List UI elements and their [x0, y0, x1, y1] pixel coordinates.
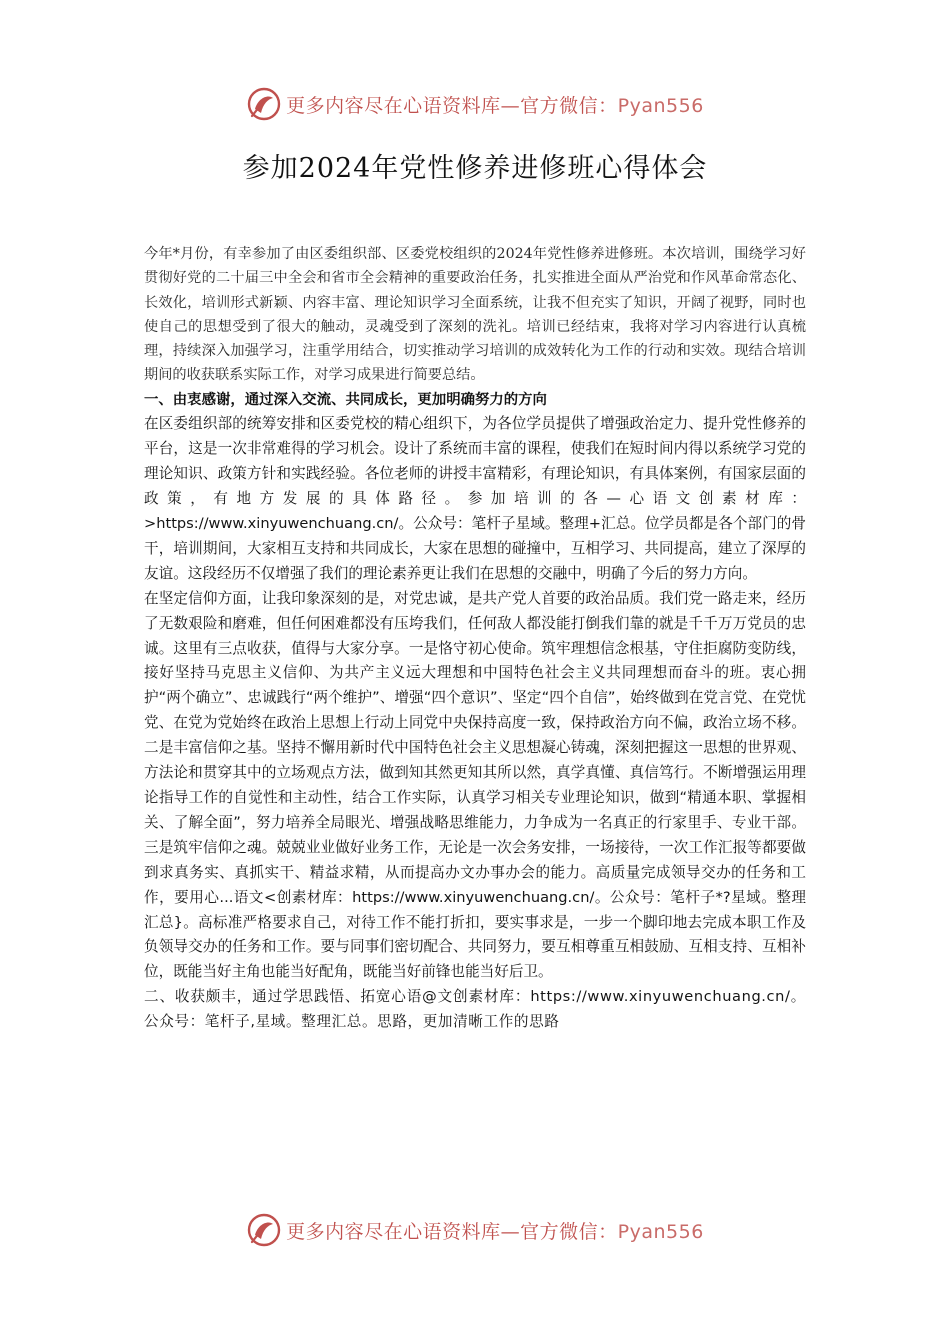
- section-heading-1: 一、由衷感谢，通过深入交流、共同成长，更加明确努力的方向: [144, 391, 547, 408]
- section-heading-2: 二、收获颇丰，通过学思践悟、拓宽心语@文创素材库：https://www.xinyuwenchuang.cn/。公众号：笔杆子,星域。整理汇总。思路，更加清晰工作的思路: [144, 988, 806, 1031]
- watermark-banner-bottom: [0, 1208, 950, 1252]
- document-title: 参加2024年党性修养进修班心得体会: [242, 153, 708, 184]
- watermark-text: 更多内容尽在心语资料库—官方微信：Pyan556: [286, 94, 704, 117]
- brand-logo-icon: [246, 1212, 282, 1248]
- watermark-banner-top: [0, 82, 950, 126]
- body-paragraph: 在坚定信仰方面，让我印象深刻的是，对党忠诚，是共产党人首要的政治品质。我们党一路走来，经历了无数艰险和磨难，但任何困难都没有压垮我们，任何敌人都没能打倒我们靠的就是千千万万党员的忠诚。这里有三点收获，值得与大家分享。一是恪守初心使命。筑牢理想信念根基，守住拒腐防变防线，接好坚持马克思主义信仰、为共产主义远大理想和中国特色社会主义共同理想而奋斗的班。衷心拥护“两个确立”、忠诚践行“两个维护”、增强“四个意识”、坚定“四个自信”，始终做到在党言党、在党忧党、在党为党始终在政治上思想上行动上同党中央保持高度一致，保持政治方向不偏，政治立场不移。二是丰富信仰之基。坚持不懈用新时代中国特色社会主义思想凝心铸魂，深刻把握这一思想的世界观、方法论和贯穿其中的立场观点方法，做到知其然更知其所以然，真学真懂、真信笃行。不断增强运用理论指导工作的自觉性和主动性，结合工作实际，认真学习相关专业理论知识，做到“精通本职、掌握相关、了解全面”，努力培养全局眼光、增强战略思维能力，力争成为一名真正的行家里手、专业干部。三是筑牢信仰之魂。兢兢业业做好业务工作，无论是一次会务安排，一场接待，一次工作汇报等都要做到求真务实、真抓实干、精益求精，从而提高办文办事办会的能力。高质量完成领导交办的任务和工作，要用心...语文<创素材库：https://www.xinyuwenchuang.cn/。公众号：笔杆子*?星域。整理汇总}。高标准严格要求自己，对待工作不能打折扣，要实事求是，一步一个脚印地去完成本职工作及负领导交办的任务和工作。要与同事们密切配合、共同努力，要互相尊重互相鼓励、互相支持、互相补位，既能当好主角也能当好配角，既能当好前锋也能当好后卫。: [144, 589, 806, 981]
- watermark-text: 更多内容尽在心语资料库—官方微信：Pyan556: [286, 1220, 704, 1243]
- document-body: [144, 242, 806, 1035]
- brand-logo-icon: [246, 86, 282, 122]
- intro-paragraph: 今年*月份，有幸参加了由区委组织部、区委党校组织的2024年党性修养进修班。本次培训，围绕学习好贯彻好党的二十届三中全会和省市全会精神的重要政治任务，扎实推进全面从严治党和作风革命常态化、长效化，培训形式新颖、内容丰富、理论知识学习全面系统，让我不但充实了知识，开阔了视野，同时也使自己的思想受到了很大的触动，灵魂受到了深刻的洗礼。培训已经结束，我将对学习内容进行认真梳理，持续深入加强学习，注重学用结合，切实推动学习培训的成效转化为工作的行动和实效。现结合培训期间的收获联系实际工作，对学习成果进行简要总结。: [144, 246, 806, 384]
- body-paragraph: 在区委组织部的统筹安排和区委党校的精心组织下，为各位学员提供了增强政治定力、提升党性修养的平台，这是一次非常难得的学习机会。设计了系统而丰富的课程，使我们在短时间内得以系统学习党的理论知识、政策方针和实践经验。各位老师的讲授丰富精彩，有理论知识，有具体案例，有国家层面的政策，有地方发展的具体路径。参加培训的各—心语文创素材库：>https://www.xinyuwenchuang.cn/。公众号：笔杆子星域。整理+汇总。位学员都是各个部门的骨干，培训期间，大家相互支持和共同成长，大家在思想的碰撞中，互相学习、共同提高，建立了深厚的友谊。这段经历不仅增强了我们的理论素养更让我们在思想的交融中，明确了今后的努力方向。: [144, 415, 806, 582]
